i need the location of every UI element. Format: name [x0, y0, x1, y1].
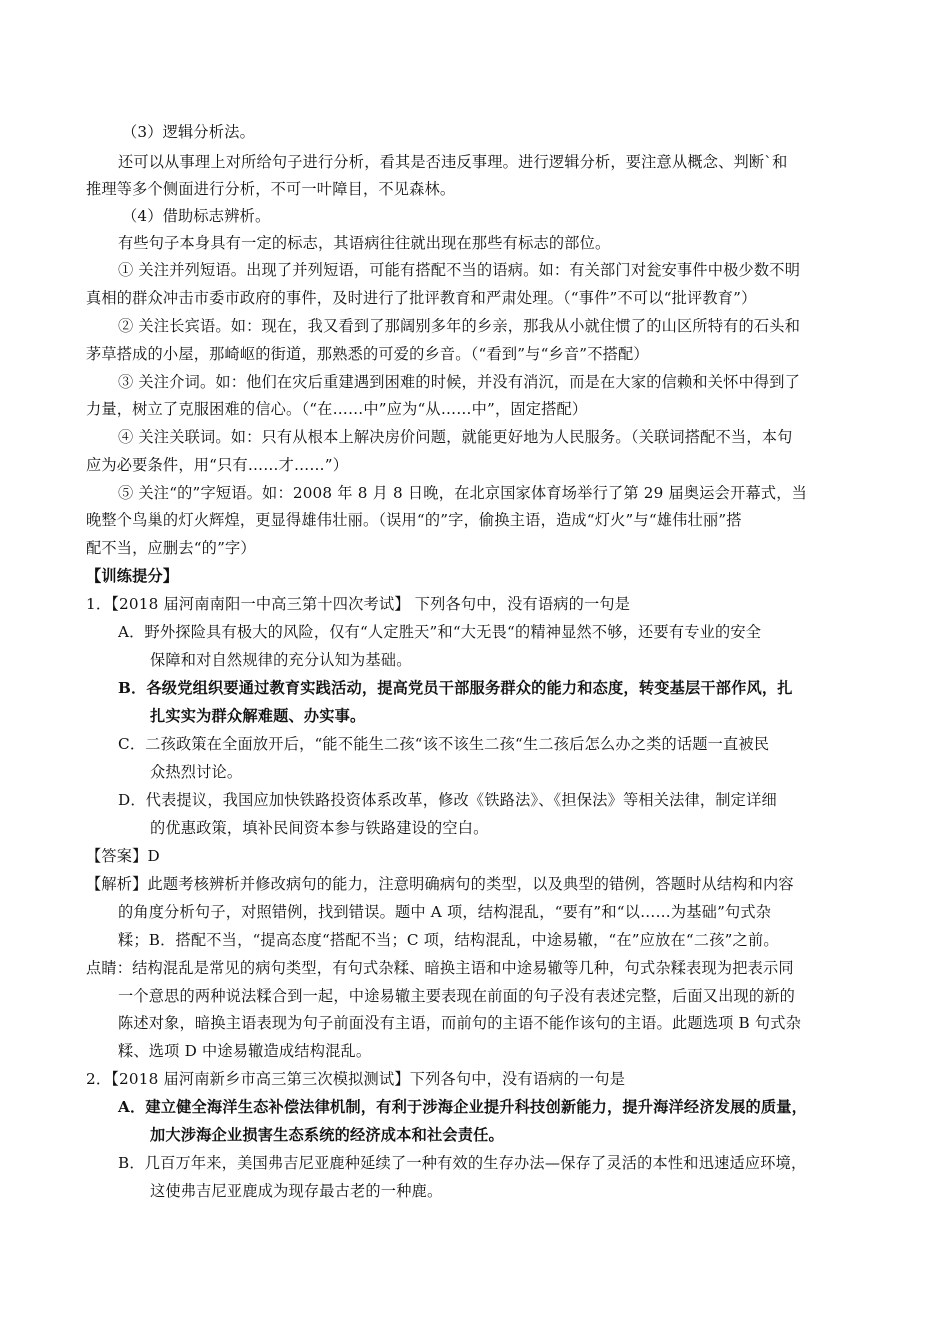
option-b-continued: 这使弗吉尼亚鹿成为现存最古老的一种鹿。 — [150, 1182, 443, 1200]
heading-logic-analysis: （3）逻辑分析法。 — [122, 123, 255, 141]
option-c-continued: 众热烈讨论。 — [150, 763, 243, 781]
option-b: B．各级党组织要通过教育实践活动，提高党员干部服务群众的能力和态度，转变基层干部作风，扎 — [118, 679, 793, 697]
paragraph-line: 茅草搭成的小屋，那崎岖的街道，那熟悉的可爱的乡音。（“看到”与“乡音”不搭配） — [86, 345, 649, 363]
question-1-stem: 1．【2018 届河南南阳一中高三第十四次考试】 下列各句中，没有语病的一句是 — [86, 595, 631, 613]
analysis-line: 【解析】此题考核辨析并修改病句的能力，注意明确病句的类型，以及典型的错例，答题时从结构和内容 — [86, 875, 794, 893]
paragraph-line: 推理等多个侧面进行分析，不可一叶障目，不见森林。 — [86, 180, 456, 198]
paragraph-line: 配不当，应删去“的”字） — [86, 539, 256, 557]
option-d-continued: 的优惠政策，填补民间资本参与铁路建设的空白。 — [150, 819, 489, 837]
option-a-continued: 保障和对自然规律的充分认知为基础。 — [150, 651, 412, 669]
answer-line: 【答案】D — [86, 847, 160, 865]
paragraph-line: 力量，树立了克服困难的信心。（“在……中”应为“从……中”，固定搭配） — [86, 400, 588, 418]
paragraph-line: 应为必要条件，用“只有……才……”） — [86, 456, 349, 474]
tip-line: 一个意思的两种说法糅合到一起，中途易辙主要表现在前面的句子没有表述完整，后面又出现的新的 — [118, 987, 796, 1005]
heading-marker-analysis: （4）借助标志辨析。 — [122, 207, 271, 225]
analysis-line: 糅；B．搭配不当，“提高态度“搭配不当；C 项，结构混乱，中途易辙，“在”应放在“二孩”之前。 — [118, 931, 779, 949]
option-a: A．建立健全海洋生态补偿法律机制，有利于涉海企业提升科技创新能力，提升海洋经济发展的质量， — [118, 1098, 808, 1116]
section-heading-training: 【训练提分】 — [86, 567, 179, 585]
tip-line: 陈述对象，暗换主语表现为句子前面没有主语，而前句的主语不能作该句的主语。此题选项 B 句式杂 — [118, 1014, 802, 1032]
paragraph-line: 还可以从事理上对所给句子进行分析，看其是否违反事理。进行逻辑分析，要注意从概念、判断`和 — [118, 153, 788, 171]
list-item: ② 关注长宾语。如：现在，我又看到了那阔别多年的乡亲，那我从小就住惯了的山区所特有的石头和 — [118, 317, 801, 335]
list-item: ⑤ 关注“的”字短语。如：2008 年 8 月 8 日晚，在北京国家体育场举行了第 29 届奥运会开幕式，当 — [118, 484, 808, 502]
tip-line: 点睛：结构混乱是常见的病句类型，有句式杂糅、暗换主语和中途易辙等几种，句式杂糅表现为把表示同 — [86, 959, 794, 977]
option-b: B．几百万年来，美国弗吉尼亚鹿种延续了一种有效的生存办法—保存了灵活的本性和迅速适应环境， — [118, 1154, 807, 1172]
option-b-continued: 扎实实为群众解难题、办实事。 — [150, 707, 366, 725]
option-a: A．野外探险具有极大的风险，仅有“人定胜天”和“大无畏“的精神显然不够，还要有专业的安全 — [118, 623, 762, 641]
paragraph-line: 有些句子本身具有一定的标志，其语病往往就出现在那些有标志的部位。 — [118, 234, 611, 252]
list-item: ③ 关注介词。如：他们在灾后重建遇到困难的时候，并没有消沉，而是在大家的信赖和关怀中得到了 — [118, 373, 801, 391]
paragraph-line: 晚整个鸟巢的灯火辉煌，更显得雄伟壮丽。（误用“的”字，偷换主语，造成“灯火”与“雄伟壮丽”搭 — [86, 511, 742, 529]
option-a-continued: 加大涉海企业损害生态系统的经济成本和社会责任。 — [150, 1126, 504, 1144]
paragraph-line: 真相的群众冲击市委市政府的事件，及时进行了批评教育和严肃处理。（“事件”不可以“批评教育”） — [86, 289, 757, 307]
tip-line: 糅、选项 D 中途易辙造成结构混乱。 — [118, 1042, 372, 1060]
option-d: D．代表提议，我国应加快铁路投资体系改革，修改《铁路法》、《担保法》等相关法律，制定详细 — [118, 791, 777, 809]
list-item: ④ 关注关联词。如：只有从根本上解决房价问题，就能更好地为人民服务。（关联词搭配不当，本句 — [118, 428, 793, 446]
option-c: C．二孩政策在全面放开后，“能不能生二孩“该不该生二孩“生二孩后怎么办之类的话题一直被民 — [118, 735, 770, 753]
analysis-line: 的角度分析句子，对照错例，找到错误。题中 A 项，结构混乱，“要有”和“以……为基础”句式杂 — [118, 903, 772, 921]
list-item: ① 关注并列短语。出现了并列短语，可能有搭配不当的语病。如：有关部门对瓮安事件中极少数不明 — [118, 261, 801, 279]
question-2-stem: 2．【2018 届河南新乡市高三第三次模拟测试】下列各句中，没有语病的一句是 — [86, 1070, 626, 1088]
